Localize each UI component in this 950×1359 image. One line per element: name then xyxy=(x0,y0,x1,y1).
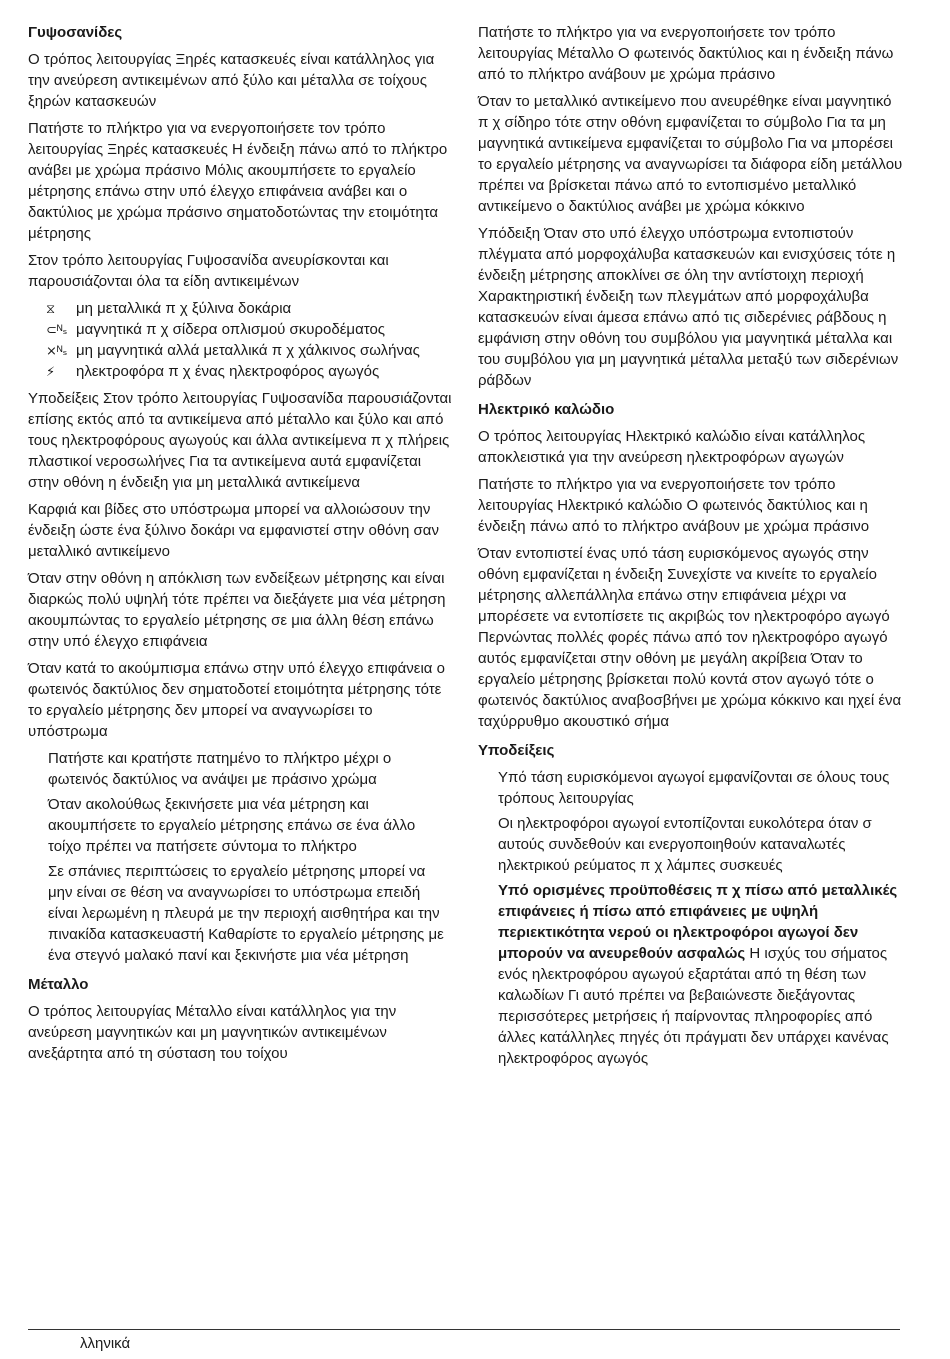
paragraph: Όταν κατά το ακούμπισμα επάνω στην υπό έλεγχο επιφάνεια ο φωτεινός δακτύλιος δεν σηματοδοτεί ετοιμότητα μέτρησης τότε το εργαλείο μέτρησης δεν μπορεί να αναγνωρίσει το υπόστρωμα xyxy=(28,660,445,740)
non-magnetic-icon: ⨯ᴺₛ xyxy=(46,343,68,358)
paragraph: Πατήστε το πλήκτρο για να ενεργοποιήσετε τον τρόπο λειτουργίας Ξηρές κατασκευές Η ένδειξη πάνω από το πλήκτρο ανάβει με χρώμα πράσινο Μόλις ακουμπήσετε το εργαλείο μέτρησης επάνω στην υπό έλεγχο επιφάνεια ανάβει και ο δακτύλιος με χρώμα πράσινο σηματοδοτώντας την ετοιμότητα μέτρησης xyxy=(28,120,448,242)
legend-item xyxy=(28,361,452,382)
paragraph: Πατήστε το πλήκτρο για να ενεργοποιήσετε τον τρόπο λειτουργίας Ηλεκτρικό καλώδιο Ο φωτεινός δακτύλιος και η ένδειξη πάνω από το πλήκτρο ανάβουν με χρώμα πράσινο xyxy=(478,476,870,535)
right-column xyxy=(478,22,903,1073)
note-text: Η ισχύς του σήματος ενός ηλεκτροφόρου αγωγού εξαρτάται από τη θέση των καλωδίων Γι αυτό πρέπει να βεβαιώνεστε διεξάγοντας περισσότερες μετρήσεις ή παίρνοντας πληροφορίες από άλλες κατάλληλες πηγές ότι πράγματι δεν υπάρχει κανένας ηλεκτροφόρος αγωγός xyxy=(498,945,889,1067)
section-heading-notes: Υποδείξεις xyxy=(478,742,555,759)
legend-item xyxy=(28,340,452,361)
note-item: Οι ηλεκτροφόροι αγωγοί εντοπίζονται ευκολότερα όταν σ αυτούς συνδεθούν και ενεργοποιηθούν καταναλωτές ηλεκτρικού ρεύματος π χ λάμπες συσκευές xyxy=(498,815,872,874)
paragraph: Ο τρόπος λειτουργίας Μέταλλο είναι κατάλληλος για την ανεύρεση μαγνητικών και μη μαγνητικών αντικειμένων ανεξάρτητα από τη σύσταση του τοίχου xyxy=(28,1003,397,1062)
paragraph: Όταν στην οθόνη η απόκλιση των ενδείξεων μέτρησης και είναι διαρκώς πολύ υψηλή τότε πρέπει να διεξάγετε μια νέα μέτρηση ακουμπώντας το εργαλείο μέτρησης σε μια άλλη θέση επάνω στην υπό έλεγχο επιφάνεια xyxy=(28,570,446,650)
section-heading-drywall: Γυψοσανίδες xyxy=(28,24,123,41)
legend-item xyxy=(28,298,452,319)
paragraph: Υποδείξεις Στον τρόπο λειτουργίας Γυψοσανίδα παρουσιάζονται επίσης εκτός από τα αντικείμενα από μέταλλο και ξύλο και από τους ηλεκτροφόρους αγωγούς και άλλα αντικείμενα π χ πλήρεις πλαστικοί νεροσωλήνες Για τα αντικείμενα αυτά εμφανίζεται στην οθόνη η ένδειξη για μη μεταλλικά αντικείμενα xyxy=(28,390,452,491)
note-item xyxy=(478,880,903,1069)
indented-step: Πατήστε και κρατήστε πατημένο το πλήκτρο μέχρι ο φωτεινός δακτύλιος να ανάψει με πράσινο χρώμα xyxy=(48,750,392,788)
magnetic-icon: ⊂ᴺₛ xyxy=(46,322,68,337)
footer-divider xyxy=(28,1329,900,1330)
paragraph: Πατήστε το πλήκτρο για να ενεργοποιήσετε τον τρόπο λειτουργίας Μέταλλο Ο φωτεινός δακτύλιος και η ένδειξη πάνω από το πλήκτρο ανάβουν με χρώμα πράσινο xyxy=(478,24,894,83)
note-warning-bold: Υπό ορισμένες προϋποθέσεις π χ πίσω από μεταλλικές επιφάνειες ή πίσω από επιφάνειες με υψηλή περιεκτικότητα νερού οι ηλεκτροφόροι αγωγοί δεν μπορούν να ανευρεθούν ασφαλώς xyxy=(498,882,898,962)
object-type-legend xyxy=(28,298,452,382)
legend-text: μη μεταλλικά π χ ξύλινα δοκάρια xyxy=(76,300,292,317)
paragraph: Ο τρόπος λειτουργίας Ηλεκτρικό καλώδιο είναι κατάλληλος αποκλειστικά για την ανεύρεση ηλεκτροφόρων αγωγών xyxy=(478,428,866,466)
paragraph: Όταν εντοπιστεί ένας υπό τάση ευρισκόμενος αγωγός στην οθόνη εμφανίζεται η ένδειξη Συνεχίστε να κινείτε το εργαλείο μέτρησης αλλεπάλληλα επάνω στην επιφάνεια μέχρι να μπορέσετε να εντοπίσετε τις ακριβώς τον ηλεκτροφόρο αγωγό Περνώντας πολλές φορές πάνω από τον ηλεκτροφόρο αγωγό αυτός εμφανίζεται στην οθόνη με μεγάλη ακρίβεια Όταν το εργαλείο μέτρησης βρίσκεται πολύ κοντά στον αγωγό τότε ο φωτεινός δακτύλιος αναβοσβήνει με χρώμα κόκκινο και ηχεί ένα ταχύρρυθμο ακουστικό σήμα xyxy=(478,545,902,730)
legend-item xyxy=(28,319,452,340)
paragraph: Καρφιά και βίδες στο υπόστρωμα μπορεί να αλλοιώσουν την ένδειξη ώστε ένα ξύλινο δοκάρι να εμφανιστεί στην οθόνη σαν μεταλλικό αντικείμενο xyxy=(28,501,439,560)
left-column xyxy=(28,22,452,1070)
footer-language: λληνικά xyxy=(80,1335,131,1352)
legend-text: ηλεκτροφόρα π χ ένας ηλεκτροφόρος αγωγός xyxy=(76,363,380,380)
section-heading-cable: Ηλεκτρικό καλώδιο xyxy=(478,401,615,418)
paragraph: Όταν το μεταλλικό αντικείμενο που ανευρέθηκε είναι μαγνητικό π χ σίδηρο τότε στην οθόνη εμφανίζεται το σύμβολο Για τα μη μαγνητικά αντικείμενα εμφανίζεται το σύμβολο Για να μπορέσει το εργαλείο μέτρησης να αναγνωρίσει τα διάφορα είδη μετάλλου πρέπει να βρίσκεται πάνω από το εντοπισμένο μεταλλικό αντικείμενο ο δακτύλιος ανάβει με χρώμα κόκκινο xyxy=(478,93,903,215)
note-item: Υπό τάση ευρισκόμενοι αγωγοί εμφανίζονται σε όλους τους τρόπους λειτουργίας xyxy=(498,769,890,807)
paragraph: Ο τρόπος λειτουργίας Ξηρές κατασκευές είναι κατάλληλος για την ανεύρεση αντικειμένων από ξύλο και μέταλλα σε τοίχους ξηρών κατασκευών xyxy=(28,51,435,110)
legend-text: μη μαγνητικά αλλά μεταλλικά π χ χάλκινος σωλήνας xyxy=(76,342,420,359)
section-heading-metal: Μέταλλο xyxy=(28,976,89,993)
live-wire-icon: ⚡ xyxy=(46,364,56,379)
indented-step: Σε σπάνιες περιπτώσεις το εργαλείο μέτρησης μπορεί να μην είναι σε θέση να αναγνωρίσει το υπόστρωμα επειδή είναι λερωμένη η πλευρά με την περιοχή αισθητήρα και την πινακίδα κατασκευαστή Καθαρίστε το εργαλείο μέτρησης με ένα στεγνό μαλακό πανί και ξεκινήστε μια νέα μέτρηση xyxy=(48,863,444,964)
paragraph: Στον τρόπο λειτουργίας Γυψοσανίδα ανευρίσκονται και παρουσιάζονται όλα τα είδη αντικειμένων xyxy=(28,252,389,290)
legend-text: μαγνητικά π χ σίδερα οπλισμού σκυροδέματος xyxy=(76,321,386,338)
indented-step: Όταν ακολούθως ξεκινήσετε μια νέα μέτρηση και ακουμπήσετε το εργαλείο μέτρησης επάνω σε ένα άλλο τοίχο πρέπει να πατήσετε σύντομα το πλήκτρο xyxy=(48,796,416,855)
paragraph: Υπόδειξη Όταν στο υπό έλεγχο υπόστρωμα εντοπιστούν πλέγματα από μορφοχάλυβα κατασκευών και ενισχύσεις τότε η ένδειξη μέτρησης αποκλίνει σε όλη την αντίστοιχη περιοχή Χαρακτηριστική ένδειξη των πλεγμάτων από μορφοχάλυβα κατασκευών είναι άμεσα επάνω από τις σιδερένιες ράβδους η εμφάνιση στην οθόνη του συμβόλου για μαγνητικά μέταλλα και του συμβόλου για μη μαγνητικά μέταλλα μεταξύ των σιδερένιων ράβδων xyxy=(478,225,899,389)
non-metal-icon: ⧖ xyxy=(46,301,56,316)
